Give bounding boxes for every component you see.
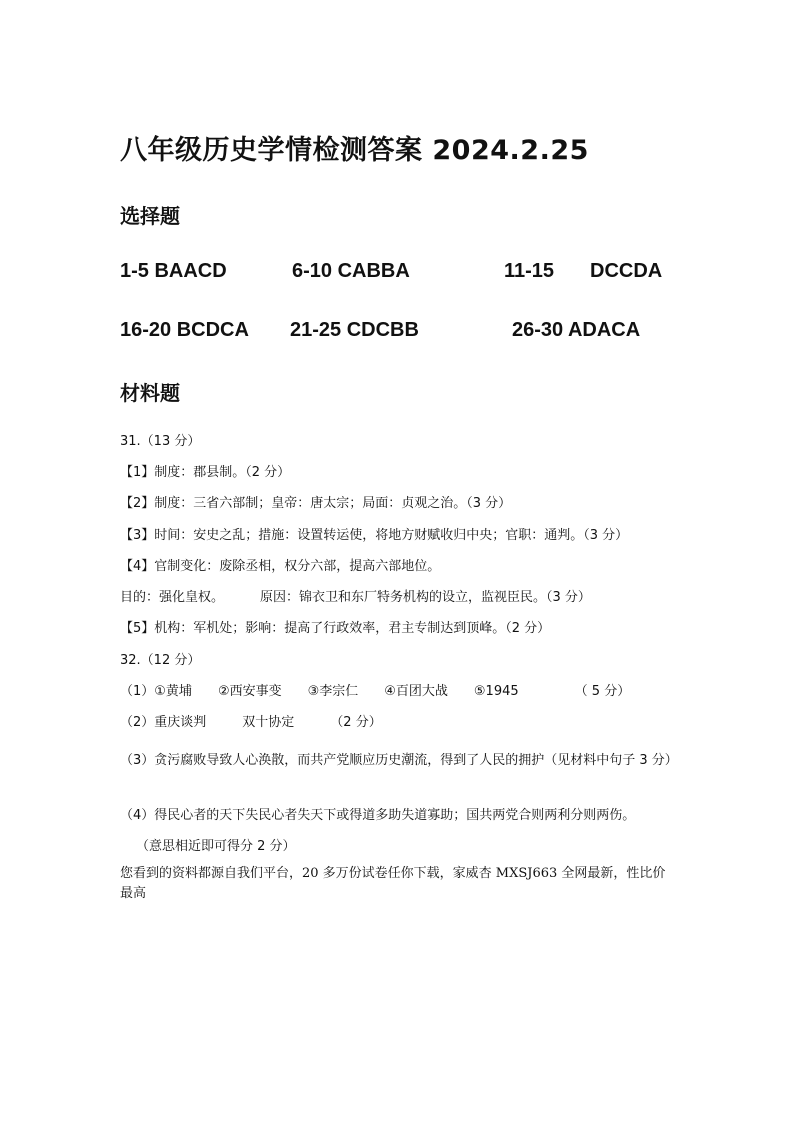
q32-1-score: （ 5 分）	[574, 684, 631, 699]
q31-part-5: 【5】机构：军机处；影响：提高了行政效率，君主专制达到顶峰。（2 分）	[120, 621, 551, 636]
choice-answer-26-30: 26-30 ADACA	[512, 319, 641, 341]
q32-answer-4: （4）得民心者的天下失民心者失天下或得道多助失道寡助；国共两党合则两利分则两伤。	[120, 808, 636, 823]
q32-1-b: ②西安事变	[217, 684, 282, 699]
choice-label-11-15: 11-15	[504, 260, 555, 282]
choice-answer-16-20: 16-20 BCDCA	[120, 319, 249, 341]
q32-2-score: （2 分）	[330, 715, 382, 730]
choice-answer-11-15: DCCDA	[590, 260, 663, 282]
q32-answer-3: （3）贪污腐败导致人心涣散，而共产党顺应历史潮流，得到了人民的拥护（见材料中句子 3 分）	[120, 753, 678, 768]
q32-answer-4-note: （意思相近即可得分 2 分）	[136, 839, 296, 854]
choice-answer-21-25: 21-25 CDCBB	[290, 319, 419, 341]
q32-1-c: ③李宗仁	[307, 684, 359, 699]
q31-part-4-purpose: 目的：强化皇权。	[120, 590, 225, 605]
q32-2-b: 双十协定	[242, 715, 295, 730]
section-choice-heading: 选择题	[120, 204, 180, 228]
choice-row-2	[0, 319, 794, 345]
footer-notice: 您看到的资料都源自我们平台，20 多万份试卷任你下载，家威杏 MXSJ663 全网最新，性比价最高	[120, 866, 666, 901]
q31-part-3: 【3】时间：安史之乱；措施：设置转运使，将地方财赋收归中央；官职：通判。（3 分）	[120, 528, 629, 543]
q32-2-a: （2）重庆谈判	[120, 715, 207, 730]
choice-row-1	[0, 260, 794, 286]
q31-part-4-detail	[120, 589, 591, 607]
q32-answer-1	[120, 683, 630, 701]
q32-answer-2	[120, 714, 382, 732]
q32-heading: 32.（12 分）	[120, 653, 201, 668]
choice-answer-6-10: 6-10 CABBA	[292, 260, 410, 282]
q31-heading: 31.（13 分）	[120, 434, 201, 449]
page-title: 八年级历史学情检测答案 2024.2.25	[120, 135, 589, 166]
q31-part-4: 【4】官制变化：废除丞相，权分六部，提高六部地位。	[120, 559, 441, 574]
choice-answer-1-5: 1-5 BAACD	[120, 260, 227, 282]
q31-part-4-reason: 原因：锦衣卫和东厂特务机构的设立，监视臣民。（3 分）	[260, 590, 591, 605]
q31-part-1: 【1】制度：郡县制。（2 分）	[120, 465, 291, 480]
q32-1-d: ④百团大战	[384, 684, 448, 699]
section-material-heading: 材料题	[120, 381, 180, 405]
q31-part-2: 【2】制度：三省六部制；皇帝：唐太宗；局面：贞观之治。（3 分）	[120, 496, 512, 511]
q32-1-a: （1）①黄埔	[120, 684, 192, 699]
q32-1-e: ⑤1945	[473, 684, 519, 699]
